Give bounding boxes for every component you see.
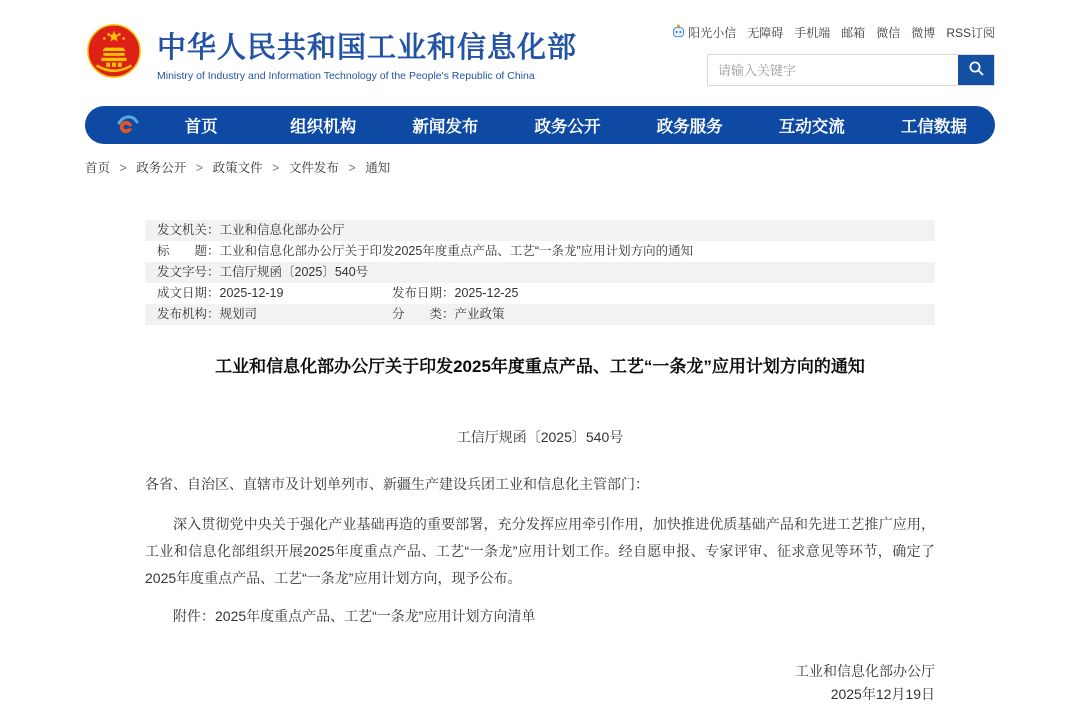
meta-label: 发布日期： <box>392 286 455 300</box>
meta-value: 产业政策 <box>454 307 505 321</box>
search-box <box>707 54 995 86</box>
signature-date: 2025年12月19日 <box>830 686 935 702</box>
quick-link-label: 阳光小信 <box>688 26 737 40</box>
site-brand <box>85 22 577 85</box>
meta-value: 工业和信息化部办公厅关于印发2025年度重点产品、工艺“一条龙”应用计划方向的通知 <box>219 244 694 258</box>
meta-value: 工业和信息化部办公厅 <box>219 223 345 237</box>
search-button[interactable] <box>958 55 994 85</box>
salutation: 各省、自治区、直辖市及计划单列市、新疆生产建设兵团工业和信息化主管部门： <box>145 476 649 492</box>
breadcrumb-gov-disclosure[interactable]: 政务公开 <box>136 161 187 175</box>
nav-item-miit-data[interactable]: 工信数据 <box>900 118 967 136</box>
meta-row-doc-number <box>145 262 935 283</box>
miit-logo-icon <box>115 113 140 137</box>
meta-label: 成文日期： <box>157 286 220 300</box>
nav-item-news[interactable]: 新闻发布 <box>412 118 479 136</box>
meta-label: 发文字号： <box>157 265 220 279</box>
breadcrumb-separator: > <box>195 161 204 175</box>
site-subtitle: Ministry of Industry and Information Technology of the People's Republic of China <box>157 70 535 82</box>
meta-label: 发布机构： <box>157 307 220 321</box>
meta-value: 工信厅规函〔2025〕540号 <box>219 265 369 279</box>
nav-item-gov-disclosure[interactable]: 政务公开 <box>534 118 601 136</box>
meta-row-agency-category <box>145 304 935 325</box>
nav-item-interaction[interactable]: 互动交流 <box>778 118 845 136</box>
meta-label: 发文机关： <box>157 223 220 237</box>
quick-link-mail[interactable]: 邮箱 <box>841 26 866 40</box>
main-nav <box>85 106 995 144</box>
meta-value: 规划司 <box>219 307 258 321</box>
breadcrumb-document-release[interactable]: 文件发布 <box>288 161 339 175</box>
document-number: 工信厅规函〔2025〕540号 <box>456 429 624 445</box>
breadcrumb-separator: > <box>119 161 127 175</box>
quick-link-weibo[interactable]: 微博 <box>911 26 936 40</box>
header-right <box>688 22 995 86</box>
document-title: 工业和信息化部办公厅关于印发2025年度重点产品、工艺“一条龙”应用计划方向的通知 <box>215 357 865 376</box>
national-emblem-icon <box>85 22 143 85</box>
attachment-link[interactable]: 附件：2025年度重点产品、工艺“一条龙”应用计划方向清单 <box>173 608 536 624</box>
signature-org: 工业和信息化部办公厅 <box>795 663 935 679</box>
quick-link-rss[interactable]: RSS订阅 <box>946 26 995 40</box>
breadcrumb-separator: > <box>272 161 280 175</box>
site-title: 中华人民共和国工业和信息化部 <box>157 32 578 64</box>
document-content <box>145 220 935 706</box>
search-input[interactable] <box>708 55 958 85</box>
nav-item-organization[interactable]: 组织机构 <box>290 118 357 136</box>
sunshine-mascot-icon <box>672 24 685 41</box>
meta-row-dates <box>145 283 935 304</box>
nav-item-home[interactable]: 首页 <box>184 118 218 136</box>
quick-link-mobile[interactable]: 手机端 <box>794 26 831 40</box>
meta-label: 标 题： <box>157 244 220 258</box>
breadcrumb-policy-documents[interactable]: 政策文件 <box>212 161 263 175</box>
breadcrumb-separator: > <box>348 161 356 175</box>
meta-row-title <box>145 241 935 262</box>
quick-links <box>688 24 995 41</box>
signature-block <box>145 660 935 706</box>
top-header <box>0 0 1080 86</box>
meta-value: 2025-12-19 <box>219 286 284 300</box>
meta-label: 分 类： <box>392 307 455 321</box>
brand-text <box>157 25 577 82</box>
breadcrumb-notice: 通知 <box>365 161 391 175</box>
body-paragraph: 深入贯彻党中央关于强化产业基础再造的重要部署，充分发挥应用牵引作用，加快推进优质基础产品和先进工艺推广应用，工业和信息化部组织开展2025年度重点产品、工艺“一条龙”应用计划工作。经自愿申报、专家评审、征求意见等环节，确定了2025年度重点产品、工艺“一条龙”应用计划方向，现予公布。 <box>145 516 935 586</box>
quick-link-wechat[interactable]: 微信 <box>876 26 901 40</box>
breadcrumb-home[interactable]: 首页 <box>85 161 111 175</box>
breadcrumb <box>85 158 995 176</box>
quick-link-sunshine[interactable] <box>672 24 736 41</box>
nav-item-gov-services[interactable]: 政务服务 <box>656 118 723 136</box>
meta-row-issuing-office <box>145 220 935 241</box>
meta-table <box>145 220 935 325</box>
quick-link-accessibility[interactable]: 无障碍 <box>747 26 784 40</box>
search-icon <box>968 60 985 80</box>
meta-value: 2025-12-25 <box>454 286 519 300</box>
